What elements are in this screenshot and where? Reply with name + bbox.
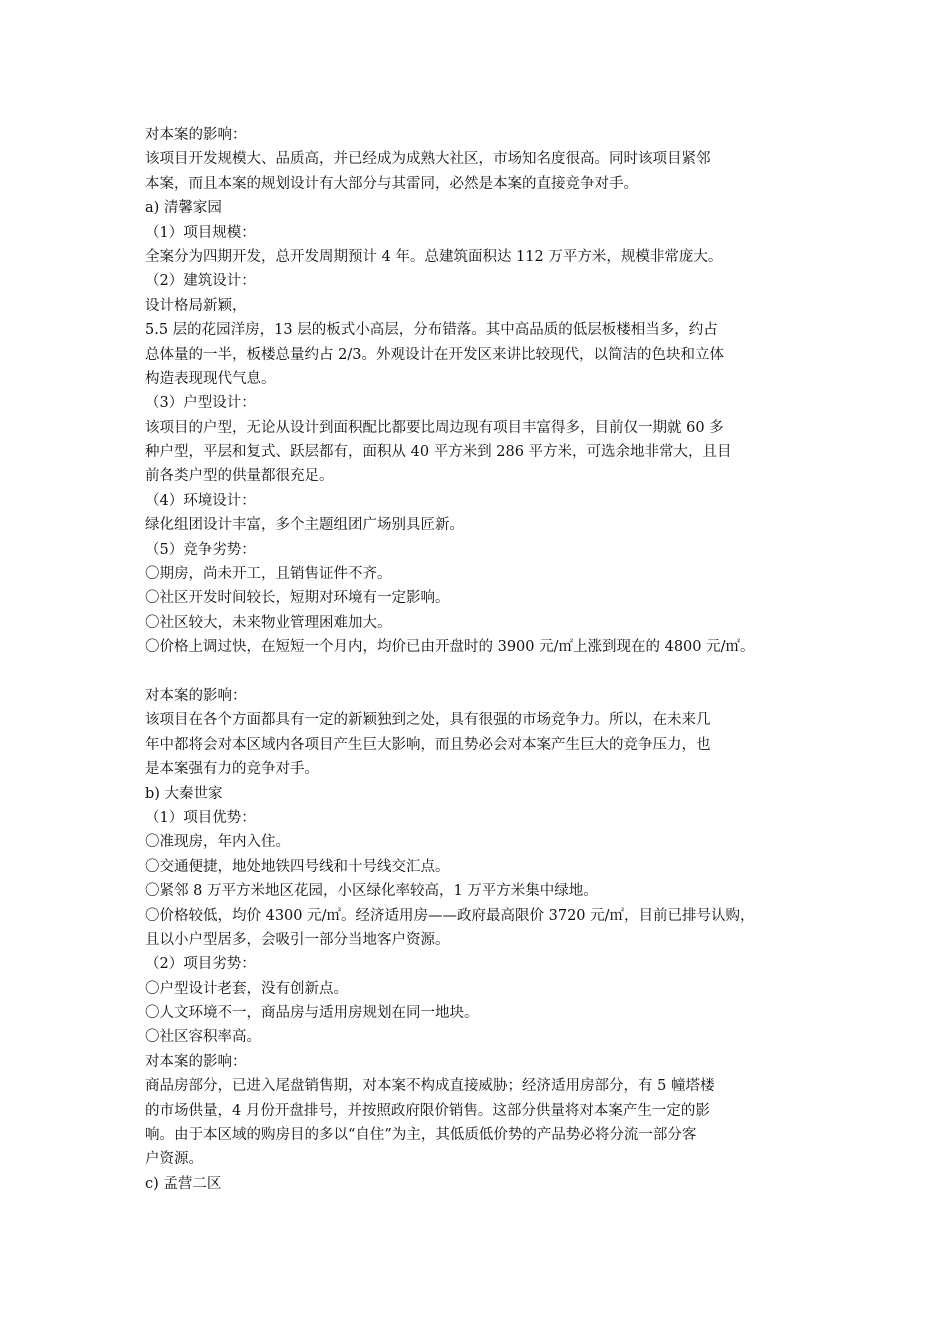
subheading-weaknesses: （2）项目劣势：	[145, 956, 256, 973]
section-heading-mengying: c) 孟营二区	[145, 1175, 222, 1192]
bullet-item: 〇紧邻 8 万平方米地区花园，小区绿化率较高，1 万平方米集中绿地。	[145, 883, 598, 900]
subheading-environment: （4）环境设计：	[145, 492, 256, 509]
text-line: 户资源。	[145, 1151, 203, 1168]
text-line: 总体量的一半，板楼总量约占 2/3。外观设计在开发区来讲比较现代，以简洁的色块和立体	[145, 346, 724, 363]
text-line: 绿化组团设计丰富，多个主题组团广场别具匠新。	[145, 517, 464, 534]
bullet-item: 〇价格上调过快，在短短一个月内，均价已由开盘时的 3900 元/㎡上涨到现在的 4800 元/㎡。	[145, 639, 755, 656]
bullet-item: 〇价格较低，均价 4300 元/㎡。经济适用房——政府最高限价 3720 元/㎡，目前已排号认购，	[145, 907, 755, 924]
subheading-unit-design: （3）户型设计：	[145, 395, 256, 412]
text-line: 响。由于本区域的购房目的多以“自住”为主，其低质低价势的产品势必将分流一部分客	[145, 1127, 697, 1144]
subheading-weaknesses: （5）竞争劣势：	[145, 541, 256, 558]
bullet-item: 〇户型设计老套，没有创新点。	[145, 980, 348, 997]
text-line: 该项目的户型，无论从设计到面积配比都要比周边现有项目丰富得多，目前仅一期就 60 多	[145, 419, 724, 436]
bullet-item: 〇准现房，年内入住。	[145, 834, 290, 851]
text-line: 该项目开发规模大、品质高，并已经成为成熟大社区，市场知名度很高。同时该项目紧邻	[145, 151, 711, 168]
text-line: 年中都将会对本区域内各项目产生巨大影响，而且势必会对本案产生巨大的竞争压力，也	[145, 736, 711, 753]
paragraph-heading-impact: 对本案的影响：	[145, 1053, 247, 1070]
bullet-item: 〇社区容积率高。	[145, 1029, 261, 1046]
section-heading-daqin: b) 大秦世家	[145, 785, 223, 802]
paragraph-heading-impact: 对本案的影响：	[145, 687, 247, 704]
text-line: 全案分为四期开发，总开发周期预计 4 年。总建筑面积达 112 万平方米，规模非常庞大。	[145, 248, 723, 265]
bullet-item: 〇交通便捷，地处地铁四号线和十号线交汇点。	[145, 858, 450, 875]
subheading-project-scale: （1）项目规模：	[145, 224, 256, 241]
text-line: 设计格局新颖，	[145, 297, 247, 314]
subheading-architecture: （2）建筑设计：	[145, 273, 256, 290]
text-line: 构造表现现代气息。	[145, 370, 276, 387]
text-line: 种户型，平层和复式、跃层都有，面积从 40 平方米到 286 平方米，可选余地非常大，且目	[145, 444, 732, 461]
bullet-item: 〇人文环境不一，商品房与适用房规划在同一地块。	[145, 1005, 479, 1022]
bullet-item: 〇期房，尚未开工，且销售证件不齐。	[145, 566, 392, 583]
text-line: 是本案强有力的竞争对手。	[145, 761, 319, 778]
text-line: 的市场供量，4 月份开盘排号，并按照政府限价销售。这部分供量将对本案产生一定的影	[145, 1102, 710, 1119]
section-heading-qingxin: a) 清馨家园	[145, 200, 222, 217]
text-line: 5.5 层的花园洋房，13 层的板式小高层，分布错落。其中高品质的低层板楼相当多，约占	[145, 322, 718, 339]
bullet-item: 〇社区开发时间较长，短期对环境有一定影响。	[145, 590, 450, 607]
blank-line	[145, 660, 825, 684]
text-line: 该项目在各个方面都具有一定的新颖独到之处，具有很强的市场竞争力。所以，在未来几	[145, 712, 711, 729]
text-line: 且以小户型居多，会吸引一部分当地客户资源。	[145, 931, 450, 948]
subheading-strengths: （1）项目优势：	[145, 809, 256, 826]
text-line: 前各类户型的供量都很充足。	[145, 468, 334, 485]
paragraph-heading-impact: 对本案的影响：	[145, 127, 247, 143]
text-line: 本案，而且本案的规划设计有大部分与其雷同，必然是本案的直接竞争对手。	[145, 175, 638, 192]
text-line: 商品房部分，已进入尾盘销售期，对本案不构成直接威胁；经济适用房部分，有 5 幢塔楼	[145, 1078, 715, 1095]
document-body	[145, 123, 825, 1196]
bullet-item: 〇社区较大，未来物业管理困难加大。	[145, 614, 392, 631]
